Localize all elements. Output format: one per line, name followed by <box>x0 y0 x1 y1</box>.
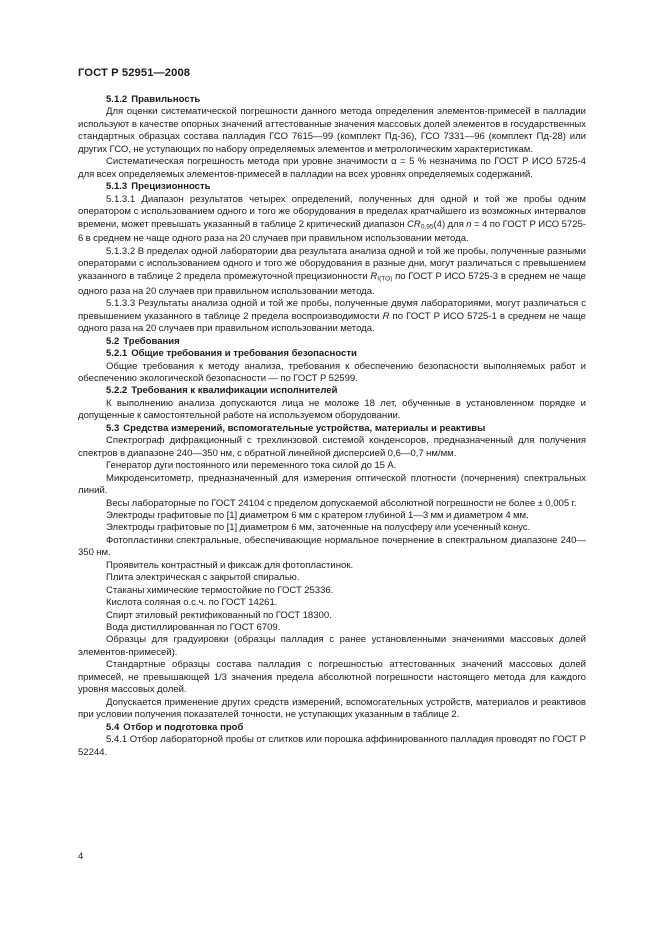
paragraph: Для оценки систематической погрешности данного метода определения элементов-примесей в палладии используют в качестве опорных значений аттестованные значения массовых долей элементов в государственных стандартных образцах состава палладия ГСО 7615—99 (комплект Пд-36), ГСО 7331—96 (комплект Пд-28) или других ГСО, не уступающих по набору определяемых элементов и метрологическим характеристикам. <box>78 106 586 155</box>
paragraph: Плита электрическая с закрытой спиралью. <box>106 572 300 584</box>
paragraph-5-1-3-3: 5.1.3.3 Результаты анализа одной и той же пробы, полученные двумя лабораториями, могут различаться с превышением указанного в таблице 2 предела воспроизводимости R по ГОСТ Р ИСО 5725-1 в среднем не чаще одного раза на 20 случаев при правильном использовании метода. <box>78 298 586 335</box>
paragraph: Проявитель контрастный и фиксаж для фотопластинок. <box>106 559 354 571</box>
paragraph: Фотопластинки спектральные, обеспечивающие нормальное почернение в спектральном диапазоне 240—350 нм. <box>78 534 586 559</box>
paragraph: Допускается применение других средств измерений, вспомогательных устройств, материалов и реактивов при условии получения показателей точности, не уступающих указанным в таблице 2. <box>78 696 586 721</box>
paragraph: Стандартные образцы состава палладия с погрешностью аттестованных значений массовых долей примесей, не превышающей 1/3 значения предела абсолютной погрешности настоящего метода для каждого уровня массовых долей. <box>78 659 586 696</box>
paragraph: Образцы для градуировки (образцы палладия с ранее установленными значениями массовых долей элементов-примесей). <box>78 634 586 658</box>
paragraph: Спирт этиловый ректификованный по ГОСТ 18300. <box>106 609 332 621</box>
heading-5-2: 5.2 Требования <box>106 335 180 347</box>
paragraph-5-1-3-1: 5.1.3.1 Диапазон результатов четырех определений, полученных для одной и той же пробы одним оператором с использованием одного и того же оборудования в пределах кратчайшего из возможных интервалов времени, может превышать указанный в таблице 2 критический диапазон $CR_{0,95}(4)$ для n = 4 по ГОСТ Р ИСО 5725-6 в среднем не чаще одного раза на 20 случаев при правильном использовании метода. <box>78 193 587 245</box>
paragraph: Весы лабораторные по ГОСТ 24104 с пределом допускаемой абсолютной погрешности не более ± 0,005 г. <box>106 497 577 509</box>
page-number: 4 <box>78 851 84 862</box>
paragraph: Электроды графитовые по [1] диаметром 6 мм с кратером глубиной 1—3 мм и диаметром 4 мм. <box>106 509 529 521</box>
document-header <box>78 67 190 79</box>
paragraph: Генератор дуги постоянного или переменного тока силой до 15 А. <box>106 460 397 472</box>
heading-5-4: 5.4 Отбор и подготовка проб <box>106 721 244 733</box>
paragraph: Кислота соляная о.с.ч. по ГОСТ 14261. <box>106 597 278 609</box>
document-body <box>78 94 586 759</box>
paragraph: Стаканы химические термостойкие по ГОСТ 25336. <box>106 584 334 596</box>
heading-5-1-3: 5.1.3 Прецизионность <box>106 181 211 193</box>
paragraph: Вода дистиллированная по ГОСТ 6709. <box>106 622 281 634</box>
heading-5-2-2: 5.2.2 Требования к квалификации исполнителей <box>106 385 338 397</box>
paragraph: Систематическая погрешность метода при уровне значимости α = 5 % незначима по ГОСТ Р ИСО 5725-4 для всех определяемых элементов-примесей в палладии на всех уровнях определяемых содержаний. <box>78 156 586 180</box>
heading-5-2-1: 5.2.1 Общие требования и требования безопасности <box>106 348 357 360</box>
paragraph: Микроденситометр, предназначенный для измерения оптической плотности (почернения) спектральных линий. <box>78 472 586 497</box>
heading-5-1-2: 5.1.2 Правильность <box>106 94 201 105</box>
paragraph-5-4-1: 5.4.1 Отбор лабораторной пробы от слитков или порошка аффинированного палладия проводят по ГОСТ Р 52244. <box>78 734 586 758</box>
paragraph-5-1-3-2: 5.1.3.2 В пределах одной лаборатории два результата анализа одной и той же пробы, полученные разными операторами с использованием одного и того же оборудования в разные дни, могут различаться с превышением указанного в таблице 2 предела промежуточной прецизионности $R_{I(TO)}$ по ГОСТ Р ИСО 5725-3 в среднем не чаще одного раза на 20 случаев при правильном использовании метода. <box>78 245 586 297</box>
paragraph: Электроды графитовые по [1] диаметром 6 мм, заточенные на полусферу или усеченный конус. <box>106 522 531 534</box>
paragraph: К выполнению анализа допускаются лица не моложе 18 лет, обученные в установленном порядке и допущенные к самостоятельной работе на используемом оборудовании. <box>78 397 586 422</box>
paragraph: Общие требования к методу анализа, требования к обеспечению безопасности выполняемых работ и обеспечению экологической безопасности — по ГОСТ Р 52599. <box>78 360 586 384</box>
standard-title: ГОСТ Р 52951—2008 <box>78 67 191 79</box>
paragraph: Спектрограф дифракционный с трехлинзовой системой конденсоров, предназначенный для получения спектров в диапазоне 240—350 нм, с обратной линейной дисперсией 0,6—0,7 нм/мм. <box>78 435 586 459</box>
heading-5-3: 5.3 Средства измерений, вспомогательные устройства, материалы и реактивы <box>106 422 486 434</box>
